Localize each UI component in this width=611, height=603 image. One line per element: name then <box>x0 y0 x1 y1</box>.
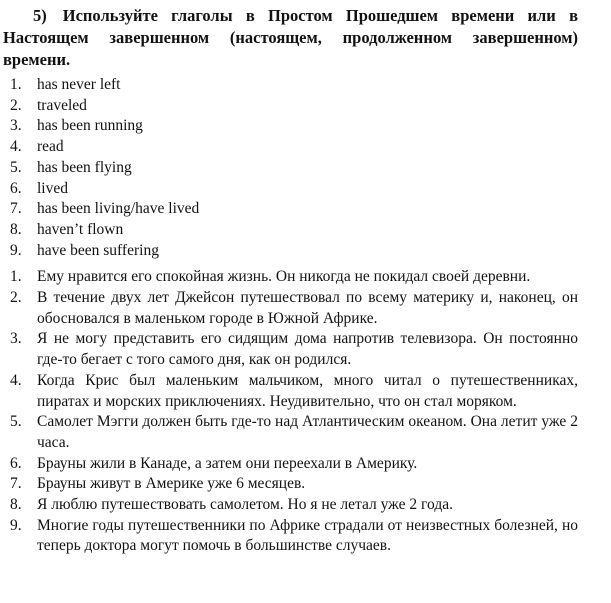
item-number: 2. <box>10 96 22 114</box>
item-number: 4. <box>10 371 22 389</box>
sentence-item <box>3 454 578 475</box>
sentence-text: Многие годы путешественники по Африке страдали от неизвестных болезней, но теперь доктора могут помочь в большинстве случаев. <box>37 516 578 555</box>
sentence-item <box>3 371 578 412</box>
answer-text: has never left <box>37 76 121 93</box>
item-number: 5. <box>10 413 22 431</box>
sentence-item <box>3 288 578 329</box>
sentence-text: Брауны живут в Америке уже 6 месяцев. <box>37 475 306 493</box>
item-number: 5. <box>10 158 22 176</box>
sentence-text: Когда Крис был маленьким мальчиком, много читал о путешественниках, пиратах и морских приключениях. Неудивительно, что он стал моряком. <box>37 371 578 410</box>
item-number: 2. <box>10 289 22 307</box>
exercise-heading <box>3 5 578 71</box>
answer-item <box>3 179 578 200</box>
answer-text: haven’t flown <box>37 220 124 238</box>
answer-text: has been living/have lived <box>37 200 200 218</box>
answer-text: lived <box>37 179 68 197</box>
answer-text: has been running <box>37 117 143 135</box>
sentence-text: Самолет Мэгги должен быть где-то над Атлантическим океаном. Она летит уже 2 часа. <box>37 413 578 451</box>
sentence-item <box>3 516 578 557</box>
exercise-heading-text: Используйте глаголы в Простом Прошедшем времени или в Настоящем завершенном (настоящем, продолженном завершенном) времени. <box>3 6 578 69</box>
sentence-item <box>3 412 578 453</box>
item-number: 3. <box>10 117 22 135</box>
answer-text: have been suffering <box>37 241 159 259</box>
item-number: 7. <box>10 200 22 218</box>
item-number: 4. <box>10 138 22 156</box>
item-number: 7. <box>10 475 22 493</box>
sentence-item <box>3 474 578 495</box>
item-number: 3. <box>10 330 22 348</box>
answer-item <box>3 199 578 220</box>
answer-item <box>3 75 578 96</box>
item-number: 9. <box>10 516 22 534</box>
answer-text: read <box>37 138 64 156</box>
answer-item <box>3 137 578 158</box>
item-number: 9. <box>10 241 22 259</box>
item-number: 8. <box>10 220 22 238</box>
answer-item <box>3 241 578 262</box>
sentence-list <box>3 267 578 557</box>
answer-text: has been flying <box>37 158 132 176</box>
sentence-text: Брауны жили в Канаде, а затем они переехали в Америку. <box>37 454 418 472</box>
sentence-text: Я люблю путешествовать самолетом. Но я не летал уже 2 года. <box>37 496 453 514</box>
answer-item <box>3 158 578 179</box>
answer-item <box>3 116 578 137</box>
item-number: 6. <box>10 179 22 197</box>
sentence-text: В течение двух лет Джейсон путешествовал по всему материку и, наконец, он обосновался в маленьком городе в Южной Африке. <box>37 289 578 327</box>
sentence-item <box>3 495 578 516</box>
item-number: 8. <box>10 496 22 514</box>
item-number: 6. <box>10 454 22 472</box>
answer-item <box>3 96 578 117</box>
sentence-item <box>3 329 578 370</box>
answer-list <box>3 75 578 261</box>
sentence-text: Ему нравится его спокойная жизнь. Он никогда не покидал своей деревни. <box>37 268 531 286</box>
item-number: 1. <box>10 76 22 93</box>
exercise-number: 5) <box>33 6 47 25</box>
item-number: 1. <box>10 268 22 286</box>
sentence-text: Я не могу представить его сидящим дома напротив телевизора. Он постоянно где-то бегает с того самого дня, как он родился. <box>37 330 578 369</box>
answer-item <box>3 220 578 241</box>
sentence-item <box>3 267 578 288</box>
answer-text: traveled <box>37 96 87 114</box>
